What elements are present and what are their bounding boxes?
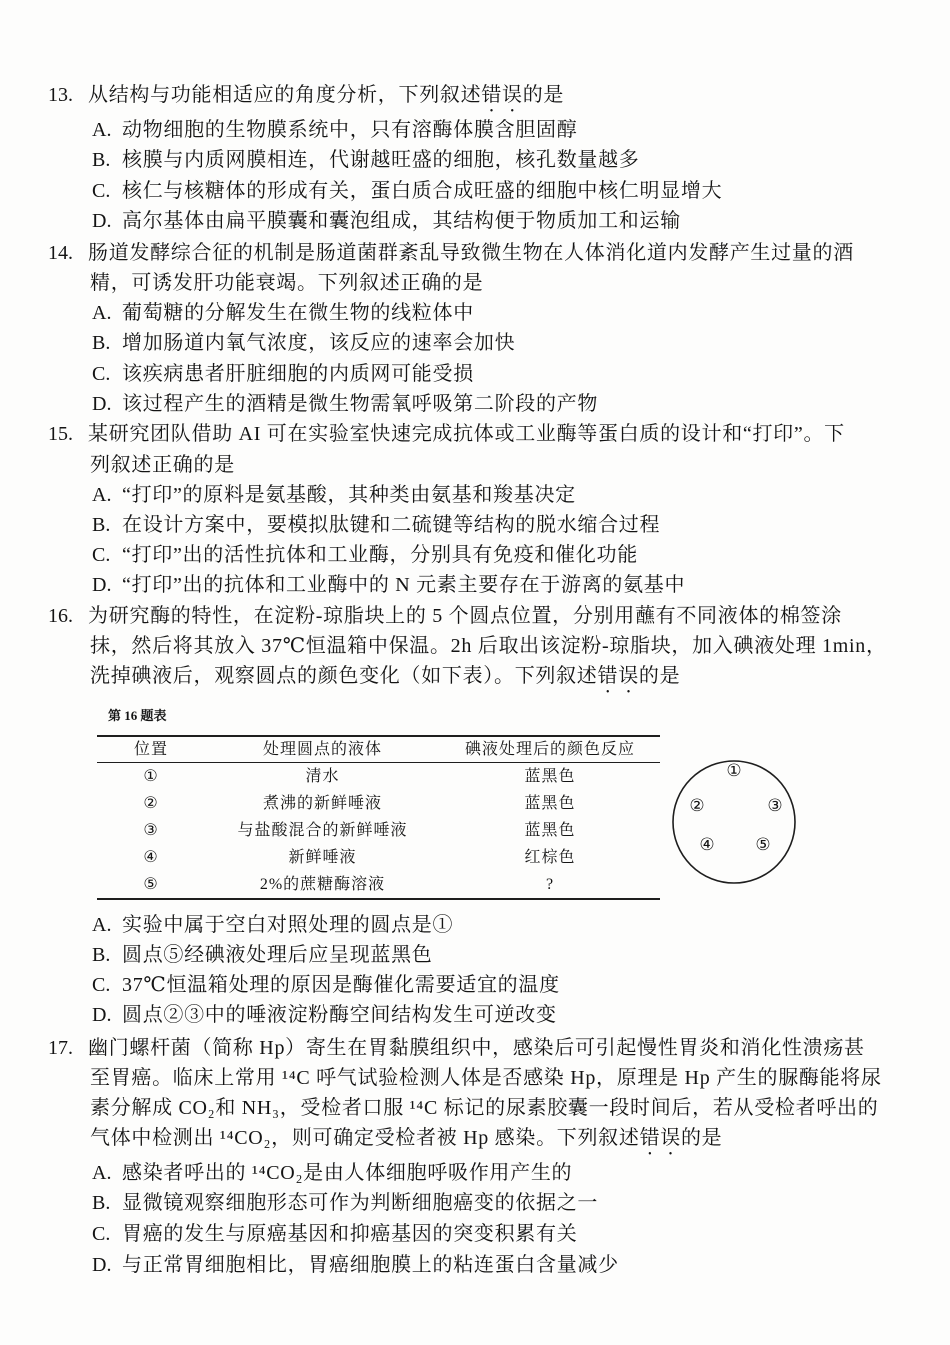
diagram-point-1: ① bbox=[726, 761, 742, 781]
q14-option-c bbox=[92, 361, 474, 387]
option-text: 圆点⑤经碘液处理后应呈现蓝黑色 bbox=[122, 944, 433, 966]
results-table bbox=[97, 735, 660, 900]
option-text: 圆点②③中的唾液淀粉酶空间结构发生可逆改变 bbox=[122, 1004, 557, 1026]
option-text: “打印”出的抗体和工业酶中的 N 元素主要存在于游离的氨基中 bbox=[122, 574, 686, 596]
option-text: 在设计方案中，要模拟肽键和二硫键等结构的脱水缩合过程 bbox=[122, 514, 661, 536]
option-label: B. bbox=[92, 332, 111, 354]
option-label: D. bbox=[92, 1254, 112, 1276]
option-label: C. bbox=[92, 974, 111, 996]
q16-stem-text: 洗掉碘液后，观察圆点的颜色变化（如下表）。下列叙述 bbox=[90, 665, 598, 687]
option-text: “打印”出的活性抗体和工业酶，分别具有免疫和催化功能 bbox=[122, 544, 638, 566]
table-header-row bbox=[97, 736, 660, 763]
cell-liquid: 新鲜唾液 bbox=[288, 849, 357, 866]
agar-block-diagram bbox=[670, 758, 800, 888]
q13-stem-text: 从结构与功能相适应的角度分析，下列叙述 bbox=[88, 84, 482, 106]
cell-color: 红棕色 bbox=[524, 849, 576, 866]
option-text: 该疾病患者肝脏细胞的内质网可能受损 bbox=[122, 363, 474, 385]
q15-option-a bbox=[92, 482, 576, 508]
option-label: A. bbox=[92, 914, 112, 936]
q13-stem-line-1 bbox=[88, 82, 564, 108]
table-caption: 第 16 题表 bbox=[108, 708, 167, 723]
table-row bbox=[97, 871, 660, 899]
cell-color: ? bbox=[545, 876, 555, 893]
option-text: 核仁与核糖体的形成有关，蛋白质合成旺盛的细胞中核仁明显增大 bbox=[122, 180, 723, 202]
cell-position: ① bbox=[143, 768, 159, 785]
q16-table bbox=[97, 735, 660, 900]
q17-option-a bbox=[92, 1160, 572, 1186]
option-label: D. bbox=[92, 393, 112, 415]
q15-stem-line-2: 列叙述正确的是 bbox=[90, 454, 235, 476]
q13-option-a bbox=[92, 117, 577, 143]
q15-number: 15. bbox=[48, 423, 73, 445]
option-label: B. bbox=[92, 1192, 111, 1214]
q15-option-c bbox=[92, 542, 638, 568]
cell-color: 蓝黑色 bbox=[524, 822, 576, 839]
cell-position: ③ bbox=[143, 822, 159, 839]
q16-emphasis-keyword: 错误 bbox=[597, 665, 639, 687]
q15-option-d bbox=[92, 572, 685, 598]
q17-stem-tail: 的是 bbox=[680, 1127, 723, 1149]
option-label: D. bbox=[92, 1004, 112, 1026]
cell-color: 蓝黑色 bbox=[524, 768, 576, 785]
q17-number: 17. bbox=[48, 1037, 73, 1059]
q17-stem-line-4 bbox=[90, 1125, 722, 1151]
cell-liquid: 2%的蔗糖酶溶液 bbox=[259, 876, 386, 893]
q16-option-c bbox=[92, 972, 560, 998]
option-label: C. bbox=[92, 1223, 111, 1245]
cell-liquid: 煮沸的新鲜唾液 bbox=[262, 795, 382, 812]
option-label: B. bbox=[92, 944, 111, 966]
cell-position: ② bbox=[143, 795, 159, 812]
q14-option-a bbox=[92, 300, 474, 326]
q16-option-b bbox=[92, 942, 433, 968]
cell-position: ④ bbox=[143, 849, 159, 866]
q16-stem-line-1: 为研究酶的特性，在淀粉-琼脂块上的 5 个圆点位置，分别用蘸有不同液体的棉签涂 bbox=[88, 605, 842, 627]
option-label: D. bbox=[92, 574, 112, 596]
q17-option-c bbox=[92, 1221, 577, 1247]
option-label: B. bbox=[92, 149, 111, 171]
cell-position: ⑤ bbox=[143, 876, 159, 893]
option-label: A. bbox=[92, 1162, 112, 1184]
q13-emphasis-keyword: 错误 bbox=[481, 84, 523, 106]
q14-stem-line-2: 精，可诱发肝功能衰竭。下列叙述正确的是 bbox=[90, 272, 484, 294]
q17-stem-line-1: 幽门螺杆菌（简称 Hp）寄生在胃黏膜组织中，感染后可引起慢性胃炎和消化性溃疡甚 bbox=[88, 1037, 865, 1059]
q17-option-d bbox=[92, 1252, 619, 1278]
table-row bbox=[97, 844, 660, 871]
option-text: 增加肠道内氧气浓度，该反应的速率会加快 bbox=[122, 332, 516, 354]
option-label: A. bbox=[92, 484, 112, 506]
q17-stem-line-2: 至胃癌。临床上常用 ¹⁴C 呼气试验检测人体是否感染 Hp，原理是 Hp 产生的脲酶能将尿 bbox=[90, 1067, 882, 1089]
q14-option-b bbox=[92, 330, 515, 356]
diagram-point-5: ⑤ bbox=[755, 835, 771, 855]
q15-stem-line-1: 某研究团队借助 AI 可在实验室快速完成抗体或工业酶等蛋白质的设计和“打印”。下 bbox=[88, 423, 845, 445]
q16-option-d bbox=[92, 1002, 557, 1028]
q13-option-b bbox=[92, 147, 640, 173]
diagram-point-3: ③ bbox=[767, 796, 783, 816]
option-text: 核膜与内质网膜相连，代谢越旺盛的细胞，核孔数量越多 bbox=[122, 149, 640, 171]
option-text: 该过程产生的酒精是微生物需氧呼吸第二阶段的产物 bbox=[122, 393, 599, 415]
cell-color: 蓝黑色 bbox=[524, 795, 576, 812]
q16-stem-tail: 的是 bbox=[638, 665, 681, 687]
q16-stem-line-2: 抹，然后将其放入 37℃恒温箱中保温。2h 后取出该淀粉-琼脂块，加入碘液处理 1min， bbox=[90, 635, 887, 657]
option-label: C. bbox=[92, 363, 111, 385]
q13-option-d bbox=[92, 208, 681, 234]
option-text: 与正常胃细胞相比，胃癌细胞膜上的粘连蛋白含量减少 bbox=[122, 1254, 619, 1276]
q17-option-b bbox=[92, 1190, 598, 1216]
option-label: C. bbox=[92, 180, 111, 202]
option-text: 葡萄糖的分解发生在微生物的线粒体中 bbox=[122, 302, 474, 324]
table-row bbox=[97, 763, 660, 791]
option-label: A. bbox=[92, 302, 112, 324]
q14-option-d bbox=[92, 391, 598, 417]
option-text: 感染者呼出的 ¹⁴CO₂是由人体细胞呼吸作用产生的 bbox=[122, 1162, 573, 1184]
option-text: 动物细胞的生物膜系统中，只有溶酶体膜含胆固醇 bbox=[122, 119, 578, 141]
q13-stem-tail: 的是 bbox=[522, 84, 565, 106]
q13-number: 13. bbox=[48, 84, 73, 106]
option-text: 胃癌的发生与原癌基因和抑癌基因的突变积累有关 bbox=[122, 1223, 578, 1245]
q16-number: 16. bbox=[48, 605, 73, 627]
q17-stem-line-3: 素分解成 CO₂和 NH₃，受检者口服 ¹⁴C 标记的尿素胶囊一段时间后，若从受检者呼出的 bbox=[90, 1097, 879, 1119]
q14-stem-line-1: 肠道发酵综合征的机制是肠道菌群紊乱导致微生物在人体消化道内发酵产生过量的酒 bbox=[88, 242, 854, 264]
q14-number: 14. bbox=[48, 242, 73, 264]
option-label: A. bbox=[92, 119, 112, 141]
q13-option-c bbox=[92, 178, 722, 204]
table-row bbox=[97, 790, 660, 817]
header-position: 位置 bbox=[133, 741, 168, 758]
header-liquid: 处理圆点的液体 bbox=[262, 741, 382, 758]
option-text: 高尔基体由扁平膜囊和囊泡组成，其结构便于物质加工和运输 bbox=[122, 210, 681, 232]
q16-stem-line-3 bbox=[90, 663, 680, 689]
option-text: “打印”的原料是氨基酸，其种类由氨基和羧基决定 bbox=[122, 484, 576, 506]
option-text: 实验中属于空白对照处理的圆点是① bbox=[122, 914, 454, 936]
table-row bbox=[97, 817, 660, 844]
option-text: 37℃恒温箱处理的原因是酶催化需要适宜的温度 bbox=[122, 974, 560, 996]
q17-emphasis-keyword: 错误 bbox=[639, 1127, 681, 1149]
q16-option-a bbox=[92, 912, 453, 938]
q17-stem-text: 气体中检测出 ¹⁴CO₂，则可确定受检者被 Hp 感染。下列叙述 bbox=[90, 1127, 640, 1149]
diagram-point-2: ② bbox=[689, 796, 705, 816]
option-text: 显微镜观察细胞形态可作为判断细胞癌变的依据之一 bbox=[122, 1192, 599, 1214]
option-label: C. bbox=[92, 544, 111, 566]
option-label: D. bbox=[92, 210, 112, 232]
q15-option-b bbox=[92, 512, 660, 538]
cell-liquid: 与盐酸混合的新鲜唾液 bbox=[237, 822, 408, 839]
header-color-reaction: 碘液处理后的颜色反应 bbox=[464, 741, 635, 758]
diagram-point-4: ④ bbox=[699, 835, 715, 855]
cell-liquid: 清水 bbox=[305, 768, 340, 785]
option-label: B. bbox=[92, 514, 111, 536]
